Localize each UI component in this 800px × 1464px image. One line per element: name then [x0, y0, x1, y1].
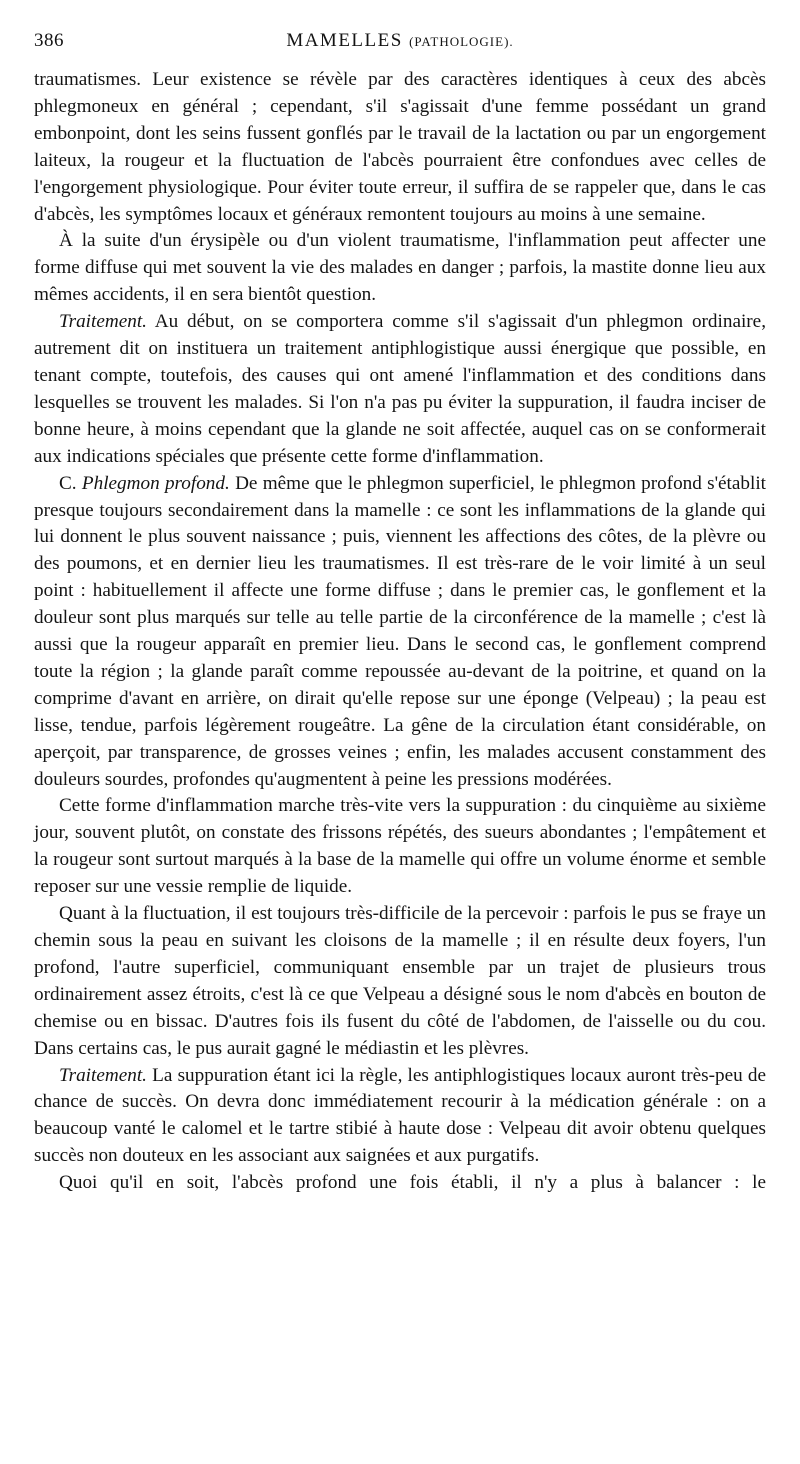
page-header — [34, 30, 766, 60]
running-title-main: MAMELLES — [286, 30, 403, 51]
section-lead: Traitement. — [59, 311, 147, 333]
paragraph-text: Quoi qu'il en soit, l'abcès profond une fois établi, il n'y a plus à balancer : le — [59, 1172, 766, 1194]
book-page — [34, 30, 766, 1197]
paragraph — [34, 1170, 766, 1197]
paragraph — [34, 309, 766, 470]
paragraph-text: À la suite d'un érysipèle ou d'un violent traumatisme, l'inflammation peut affecter une forme diffuse qui met souvent la vie des malades en danger ; parfois, la mastite donne lieu aux mêmes accidents, il en sera bientôt question. — [34, 230, 766, 306]
paragraph-text: La suppuration étant ici la règle, les antiphlogistiques locaux auront très-peu de chance de succès. On devra donc immédiatement recourir à la médication générale : on a beaucoup vanté le calomel et le tartre stibié à haute dose : Velpeau dit avoir obtenu quelques succès non douteux en les associant aux saignées et aux purgatifs. — [34, 1064, 766, 1167]
paragraph-text: Quant à la fluctuation, il est toujours très-difficile de la percevoir : parfois le pus se fraye un chemin sous la peau en suivant les cloisons de la mamelle ; il en résulte deux foyers, l'un profond, l'autre superficiel, communiquant ensemble par un trajet de plusieurs trous ordinairement assez étroits, c'est là ce que Velpeau a désigné sous le nom d'abcès en bouton de chemise ou en bissac. D'autres fois ils fusent du côté de l'abdomen, de l'aisselle ou du cou. Dans certains cas, le pus aurait gagné le médiastin et les plèvres. — [34, 903, 766, 1059]
body-text — [34, 67, 766, 1197]
paragraph — [34, 471, 766, 794]
paragraph — [34, 67, 766, 228]
paragraph — [34, 1063, 766, 1171]
paragraph — [34, 793, 766, 901]
paragraph-text: Cette forme d'inflammation marche très-vite vers la suppuration : du cinquième au sixième jour, souvent plutôt, on constate des frissons répétés, des sueurs abondantes ; l'empâtement et la rougeur sont surtout marqués à la base de la mamelle qui offre un volume énorme et semble reposer sur une vessie remplie de liquide. — [34, 795, 766, 898]
page-number: 386 — [34, 30, 64, 51]
paragraph-text: traumatismes. Leur existence se révèle par des caractères identiques à ceux des abcès phlegmoneux en général ; cependant, s'il s'agissait d'une femme possédant un grand embonpoint, dont les seins fussent gonflés par le travail de la lactation ou par un engorgement laiteux, la rougeur et la fluctuation de l'abcès pourraient être confondues avec celles de l'engorgement physiologique. Pour éviter toute erreur, il suffira de se rappeler que, dans le cas d'abcès, les symptômes locaux et généraux remontent toujours au moins à une semaine. — [34, 69, 766, 225]
running-title — [34, 30, 766, 52]
paragraph — [34, 228, 766, 309]
running-title-subtitle: (PATHOLOGIE). — [409, 34, 514, 49]
paragraph-text: De même que le phlegmon superficiel, le phlegmon profond s'établit presque toujours secondairement dans la mamelle : ce sont les inflammations de la glande qui lui donnent le plus souvent naissance ; puis, viennent les affections des côtes, de la plèvre ou des poumons, et en dernier lieu les traumatismes. Il est très-rare de le voir limité à un seul point : habituellement il affecte une forme diffuse ; dans le premier cas, le gonflement et la douleur sont plus marqués sur telle au telle partie de la circonférence de la mamelle ; c'est là aussi que la rougeur apparaît en premier lieu. Dans le second cas, le gonflement comprend toute la région ; la glande paraît comme repoussée au-devant de la poitrine, et quand on la comprime d'avant en arrière, on dirait qu'elle repose sur une éponge (Velpeau) ; la peau est lisse, tendue, parfois légèrement rougeâtre. La gêne de la circulation étant considérable, on aperçoit, par transparence, de grosses veines ; enfin, les malades accusent constamment des douleurs sourdes, profondes qu'augmentent à peine les pressions modérées. — [34, 472, 766, 790]
section-letter: C. — [59, 472, 82, 494]
paragraph — [34, 901, 766, 1062]
section-lead: Phlegmon profond. — [81, 472, 230, 494]
paragraph-text: Au début, on se comportera comme s'il s'agissait d'un phlegmon ordinaire, autrement dit on instituera un traitement antiphlogistique aussi énergique que possible, en tenant compte, toutefois, des causes qui ont amené l'inflammation et des conditions dans lesquelles se trouvent les malades. Si l'on n'a pas pu éviter la suppuration, il faudra inciser de bonne heure, à moins cependant que la glande ne soit affectée, auquel cas on se conformerait aux indications spéciales que présente cette forme d'inflammation. — [34, 311, 766, 467]
section-lead: Traitement. — [59, 1064, 147, 1086]
